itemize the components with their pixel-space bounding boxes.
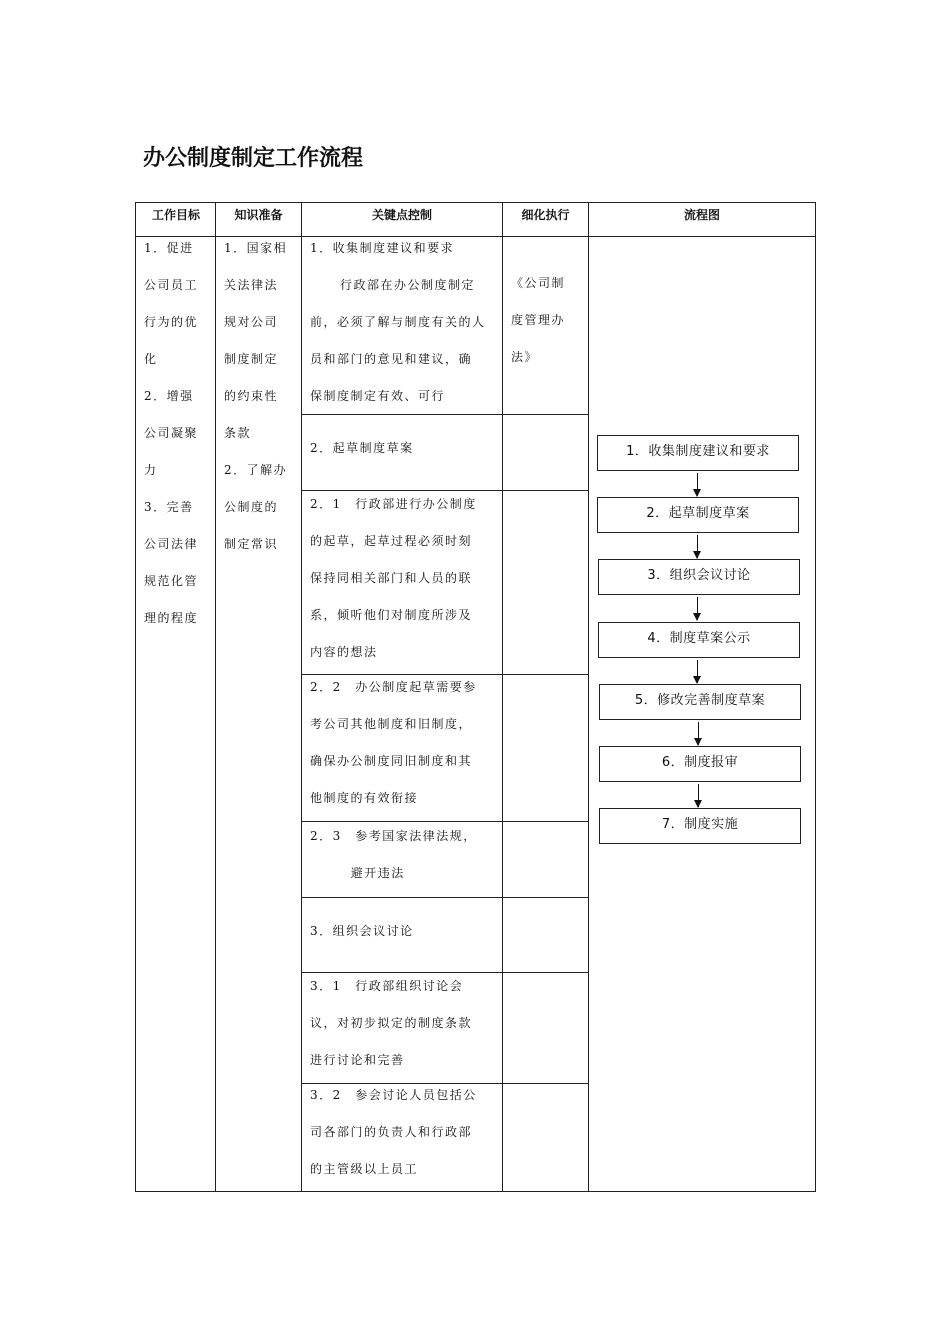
header-execution: 细化执行 xyxy=(521,208,570,222)
key-point-1 xyxy=(310,230,486,415)
key-point-line: 确保办公制度同旧制度和其 xyxy=(310,754,473,768)
key-point-heading: 1．收集制度建议和要求 xyxy=(310,241,455,255)
flow-arrow xyxy=(697,535,698,558)
key-point-line: 保持同相关部门和人员的联 xyxy=(310,571,473,585)
key-point-2 xyxy=(310,430,414,467)
flow-arrow xyxy=(697,473,698,496)
key-point-line: 内容的想法 xyxy=(310,645,378,659)
knowledge-line: 的约束性 xyxy=(224,389,279,403)
goals-cell xyxy=(144,230,198,637)
knowledge-line: 1．国家相 xyxy=(224,241,288,255)
header-goal: 工作目标 xyxy=(151,208,200,222)
key-point-line: 系，倾听他们对制度所涉及 xyxy=(310,608,473,622)
key-point-line: 进行讨论和完善 xyxy=(310,1053,405,1067)
flow-step-3: 3．组织会议讨论 xyxy=(598,559,800,595)
goal-line: 公司法律 xyxy=(144,537,199,551)
knowledge-line: 制度制定 xyxy=(224,352,279,366)
flow-arrow xyxy=(697,660,698,683)
key-point-2-2 xyxy=(310,669,477,817)
key-point-2-3 xyxy=(310,818,477,892)
goal-line: 行为的优 xyxy=(144,315,199,329)
goal-line: 2．增强 xyxy=(144,389,194,403)
key-point-line: 行政部在办公制度制定 xyxy=(340,278,476,292)
knowledge-line: 2．了解办 xyxy=(224,463,288,477)
goal-line: 化 xyxy=(144,352,158,366)
key-point-line: 2．2 办公制度起草需要参 xyxy=(310,680,477,694)
knowledge-line: 制定常识 xyxy=(224,537,279,551)
key-point-3-2 xyxy=(310,1077,477,1188)
goal-line: 公司员工 xyxy=(144,278,199,292)
flow-step-4: 4．制度草案公示 xyxy=(598,622,800,658)
header-key-points: 关键点控制 xyxy=(371,208,432,222)
key-point-heading: 2．起草制度草案 xyxy=(310,441,414,455)
knowledge-cell xyxy=(224,230,287,563)
goal-line: 3．完善 xyxy=(144,500,194,514)
key-point-line: 避开违法 xyxy=(350,866,405,880)
knowledge-line: 条款 xyxy=(224,426,252,440)
execution-line: 法》 xyxy=(511,350,539,364)
key-point-heading: 3．组织会议讨论 xyxy=(310,924,414,938)
key-point-line: 3．1 行政部组织讨论会 xyxy=(310,979,464,993)
header-flowchart: 流程图 xyxy=(683,208,720,222)
key-point-line: 2．3 参考国家法律法规， xyxy=(310,829,477,843)
key-point-line: 3．2 参会讨论人员包括公 xyxy=(310,1088,477,1102)
goal-line: 公司凝聚 xyxy=(144,426,199,440)
flow-step-6: 6．制度报审 xyxy=(599,746,801,782)
key-point-line: 员和部门的意见和建议，确 xyxy=(310,352,473,366)
goal-line: 力 xyxy=(144,463,158,477)
key-point-line: 考公司其他制度和旧制度， xyxy=(310,717,473,731)
goal-line: 理的程度 xyxy=(144,611,199,625)
table-bottom-border xyxy=(135,1191,816,1192)
key-point-line: 的主管级以上员工 xyxy=(310,1162,419,1176)
key-point-line: 前，必须了解与制度有关的人 xyxy=(310,315,486,329)
key-point-2-1 xyxy=(310,486,477,671)
execution-cell xyxy=(511,265,565,376)
table-right-border xyxy=(815,202,816,1192)
key-point-3 xyxy=(310,913,414,950)
header-knowledge: 知识准备 xyxy=(234,208,283,222)
flow-arrow xyxy=(698,722,699,745)
flow-step-7: 7．制度实施 xyxy=(599,808,801,844)
flow-step-1: 1．收集制度建议和要求 xyxy=(597,435,799,471)
knowledge-line: 规对公司 xyxy=(224,315,279,329)
column-divider xyxy=(502,202,503,1192)
key-point-line: 的起草，起草过程必须时刻 xyxy=(310,534,473,548)
flow-step-2: 2．起草制度草案 xyxy=(597,497,799,533)
execution-line: 度管理办 xyxy=(511,313,566,327)
page-title: 办公制度制定工作流程 xyxy=(143,146,364,171)
key-point-line: 2．1 行政部进行办公制度 xyxy=(310,497,477,511)
column-divider xyxy=(215,202,216,1192)
flow-arrow xyxy=(697,597,698,620)
key-point-line: 他制度的有效衔接 xyxy=(310,791,419,805)
knowledge-line: 公制度的 xyxy=(224,500,279,514)
key-point-line: 议，对初步拟定的制度条款 xyxy=(310,1016,473,1030)
column-divider xyxy=(301,202,302,1192)
knowledge-line: 关法律法 xyxy=(224,278,279,292)
row-divider xyxy=(301,897,589,898)
goal-line: 规范化管 xyxy=(144,574,199,588)
key-point-line: 司各部门的负责人和行政部 xyxy=(310,1125,473,1139)
column-divider xyxy=(588,202,589,1192)
key-point-3-1 xyxy=(310,968,472,1079)
goal-line: 1．促进 xyxy=(144,241,194,255)
table-left-border xyxy=(135,202,136,1192)
flow-arrow xyxy=(698,784,699,807)
flow-step-5: 5．修改完善制度草案 xyxy=(599,684,801,720)
key-point-line: 保制度制定有效、可行 xyxy=(310,389,446,403)
execution-line: 《公司制 xyxy=(511,276,566,290)
